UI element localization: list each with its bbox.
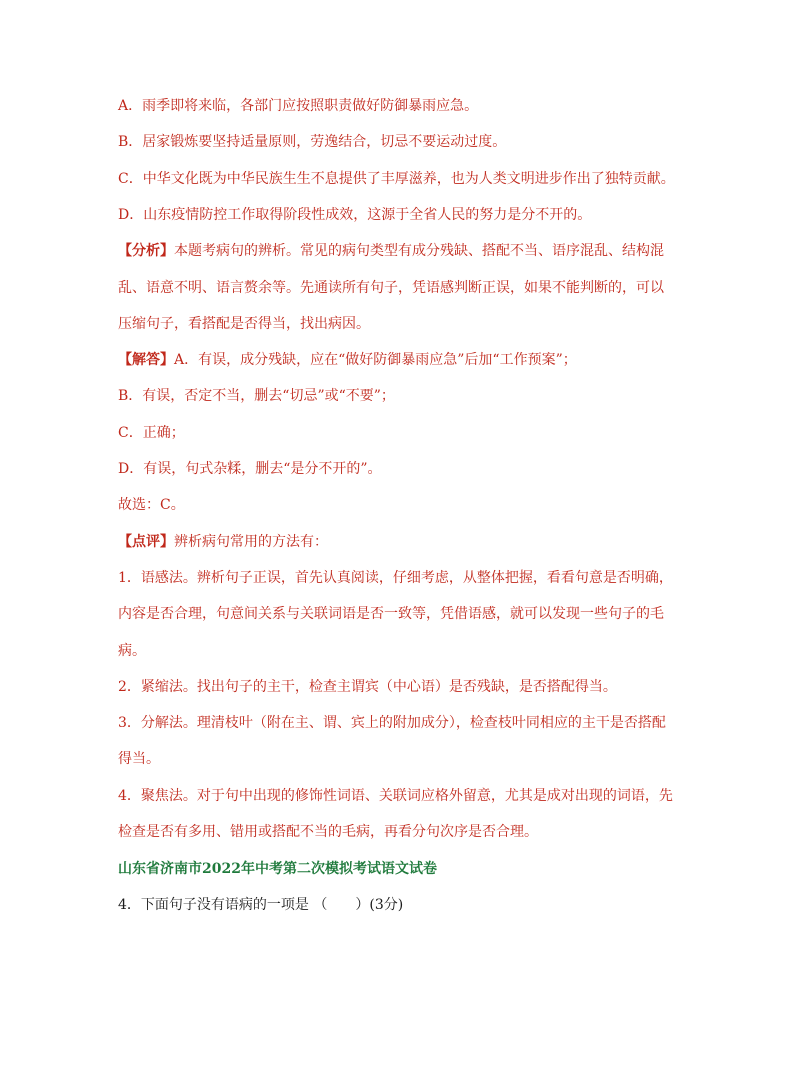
comment-intro	[118, 532, 678, 552]
answer-line-d: D．有误，句式杂糅，删去“是分不开的”。	[118, 461, 382, 477]
answer-tag: 【解答】	[118, 352, 174, 368]
answer-choice: 故选：C。	[118, 497, 185, 513]
analysis-line-2: 乱、语意不明、语言赘余等。先通读所有句子，凭语感判断正误，如果不能判断的，可以	[118, 280, 664, 296]
analysis-tag: 【分析】	[118, 243, 174, 259]
answer-line-b: B．有误，否定不当，删去“切忌”或“不要”；	[118, 388, 395, 404]
comment-tag: 【点评】	[118, 534, 174, 550]
method-3-line-1: 3．分解法。理清枝叶（附在主、谓、宾上的附加成分），检查枝叶同相应的主干是否搭配	[118, 715, 666, 731]
option-d: D．山东疫情防控工作取得阶段性成效，这源于全省人民的努力是分不开的。	[118, 207, 592, 223]
answer-line-a	[118, 350, 678, 370]
method-3-line-2: 得当。	[118, 751, 160, 767]
analysis-line-3: 压缩句子，看搭配是否得当，找出病因。	[118, 316, 370, 332]
analysis-text-1: 本题考病句的辨析。常见的病句类型有成分残缺、搭配不当、语序混乱、结构混	[174, 243, 664, 259]
method-1-line-1: 1．语感法。辨析句子正误，首先认真阅读，仔细考虑，从整体把握，看看句意是否明确，	[118, 570, 673, 586]
answer-line-c: C．正确；	[118, 425, 185, 441]
option-c: C．中华文化既为中华民族生生不息提供了丰厚滋养，也为人类文明进步作出了独特贡献。	[118, 171, 675, 187]
exam-source-title: 山东省济南市2022年中考第二次模拟考试语文试卷	[118, 861, 437, 877]
option-a: A．雨季即将来临，各部门应按照职责做好防御暴雨应急。	[118, 98, 479, 114]
analysis-line-1	[118, 241, 678, 261]
comment-intro-text: 辨析病句常用的方法有：	[174, 534, 328, 550]
method-4-line-1: 4．聚焦法。对于句中出现的修饰性词语、关联词应格外留意，尤其是成对出现的词语，先	[118, 788, 673, 804]
method-4-line-2: 检查是否有多用、错用或搭配不当的毛病，再看分句次序是否合理。	[118, 824, 538, 840]
method-1-line-3: 病。	[118, 643, 146, 659]
method-1-line-2: 内容是否合理，句意间关系与关联词语是否一致等，凭借语感，就可以发现一些句子的毛	[118, 606, 664, 622]
option-b: B．居家锻炼要坚持适量原则，劳逸结合，切忌不要运动过度。	[118, 134, 507, 150]
answer-text-a: A．有误，成分残缺，应在“做好防御暴雨应急”后加“工作预案”；	[174, 352, 577, 368]
method-2: 2．紧缩法。找出句子的主干，检查主谓宾（中心语）是否残缺，是否搭配得当。	[118, 679, 617, 695]
question-4: 4．下面句子没有语病的一项是 （ ）(3分)	[118, 897, 404, 913]
